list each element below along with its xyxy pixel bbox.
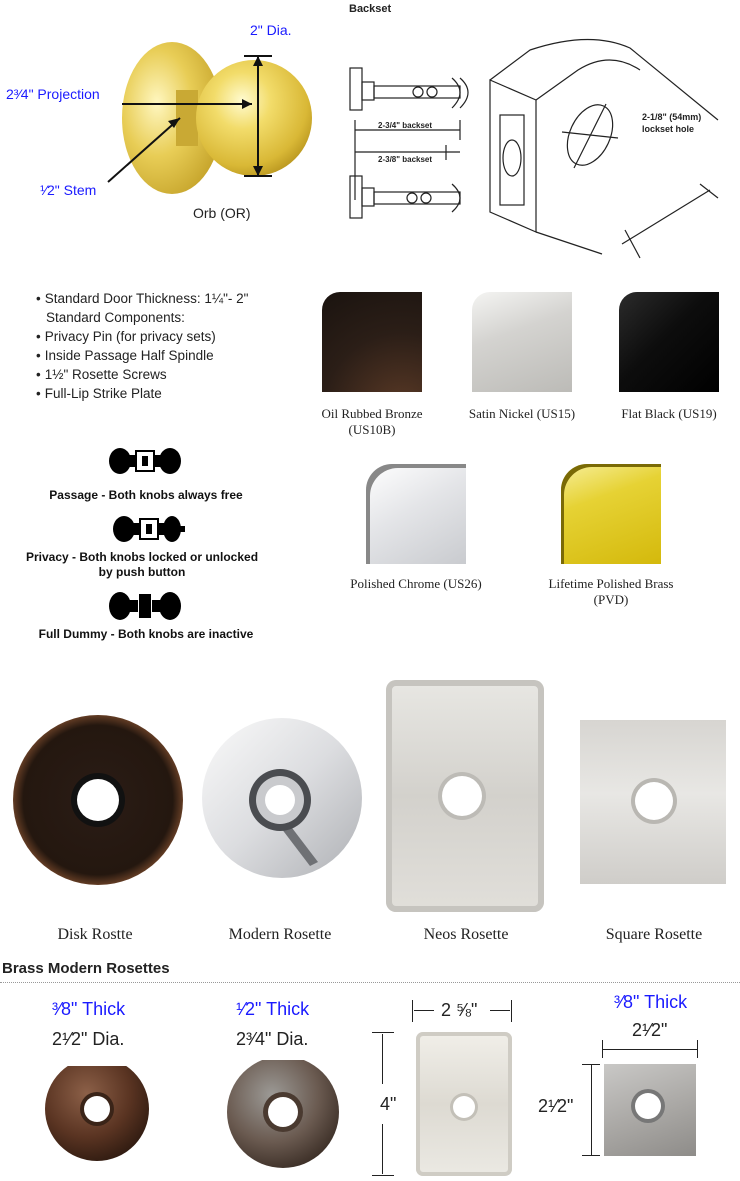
backset-dim-1: 2-3/4" backset: [378, 121, 433, 130]
finish-label: Satin Nickel (US15): [468, 406, 576, 421]
rosette-label: Disk Rostte: [57, 926, 133, 943]
finish-label: Lifetime Polished Brass (PVD): [548, 576, 674, 607]
finish-label: Oil Rubbed Bronze (US10B): [321, 406, 423, 437]
lockset-hole-label-2: lockset hole: [642, 124, 695, 134]
privacy-function-icon: [112, 514, 186, 544]
projection-label: 2³⁄4" Projection: [6, 86, 100, 102]
function-label-passage: Passage - Both knobs always free: [49, 488, 243, 502]
brass-rosette-3-image: [416, 1032, 512, 1176]
r3-width-label: 2 ⅝": [441, 1000, 478, 1020]
dummy-function-icon: [108, 590, 182, 622]
lockset-hole-label-1: 2-1/8" (54mm): [642, 112, 702, 122]
stem-label: ¹⁄2" Stem: [40, 182, 97, 198]
finish-swatch-polished-brass: [561, 464, 661, 564]
finish-label: Polished Chrome (US26): [350, 576, 482, 591]
diameter-label: 2" Dia.: [250, 22, 292, 38]
function-label-dummy: Full Dummy - Both knobs are inactive: [38, 627, 254, 641]
finish-swatch-oil-rubbed-bronze: [322, 292, 422, 392]
knob-name: Orb (OR): [193, 205, 251, 221]
finish-label: Flat Black (US19): [621, 406, 717, 421]
spec-item: • 1½" Rosette Screws: [36, 365, 296, 384]
brass-rosette-4-image: [604, 1064, 696, 1156]
r4-width-dim: [602, 1040, 698, 1060]
r4-height-dim: [582, 1064, 602, 1156]
brass-rosette-2-image: [226, 1060, 342, 1176]
r2-dia-label: 2³⁄4" Dia.: [236, 1029, 309, 1049]
specs-list: [36, 289, 296, 403]
r1-thick-label: ³⁄8" Thick: [52, 999, 126, 1019]
modern-rosette-image: [200, 716, 364, 880]
brass-section-title: Brass Modern Rosettes: [2, 960, 170, 977]
function-label-privacy: Privacy - Both knobs locked or unlocked by push button: [25, 550, 259, 579]
r4-width-label: 2¹⁄2": [632, 1020, 668, 1040]
r2-thick-label: ¹⁄2" Thick: [236, 999, 310, 1019]
knob-diagram: [0, 0, 330, 240]
section-divider: [0, 982, 740, 983]
finish-swatch-flat-black: [619, 292, 719, 392]
finish-swatch-polished-chrome: [366, 464, 466, 564]
spec-item: Standard Components:: [46, 310, 185, 325]
rosette-label: Square Rosette: [605, 926, 703, 943]
spec-item: • Privacy Pin (for privacy sets): [36, 327, 296, 346]
spec-item: • Full-Lip Strike Plate: [36, 384, 296, 403]
finish-swatch-satin-nickel: [472, 292, 572, 392]
passage-function-icon: [108, 446, 182, 476]
backset-title: Backset: [349, 3, 392, 15]
rosette-label: Neos Rosette: [423, 926, 509, 943]
r3-height-label: 4": [380, 1094, 397, 1114]
square-rosette-image: [580, 720, 726, 884]
disk-rosette-image: [12, 714, 184, 886]
r4-height-label: 2¹⁄2": [538, 1096, 574, 1116]
spec-item: • Standard Door Thickness: 1¼"- 2": [36, 289, 296, 308]
r1-dia-label: 2¹⁄2" Dia.: [52, 1029, 125, 1049]
neos-rosette-image: [386, 680, 544, 912]
r4-thick-label: ³⁄8" Thick: [614, 992, 688, 1012]
rosette-label: Modern Rosette: [228, 926, 332, 943]
spec-item: • Inside Passage Half Spindle: [36, 346, 296, 365]
backset-dim-2: 2-3/8" backset: [378, 155, 433, 164]
brass-rosette-1-image: [44, 1066, 154, 1176]
backset-diagram: [340, 0, 740, 260]
